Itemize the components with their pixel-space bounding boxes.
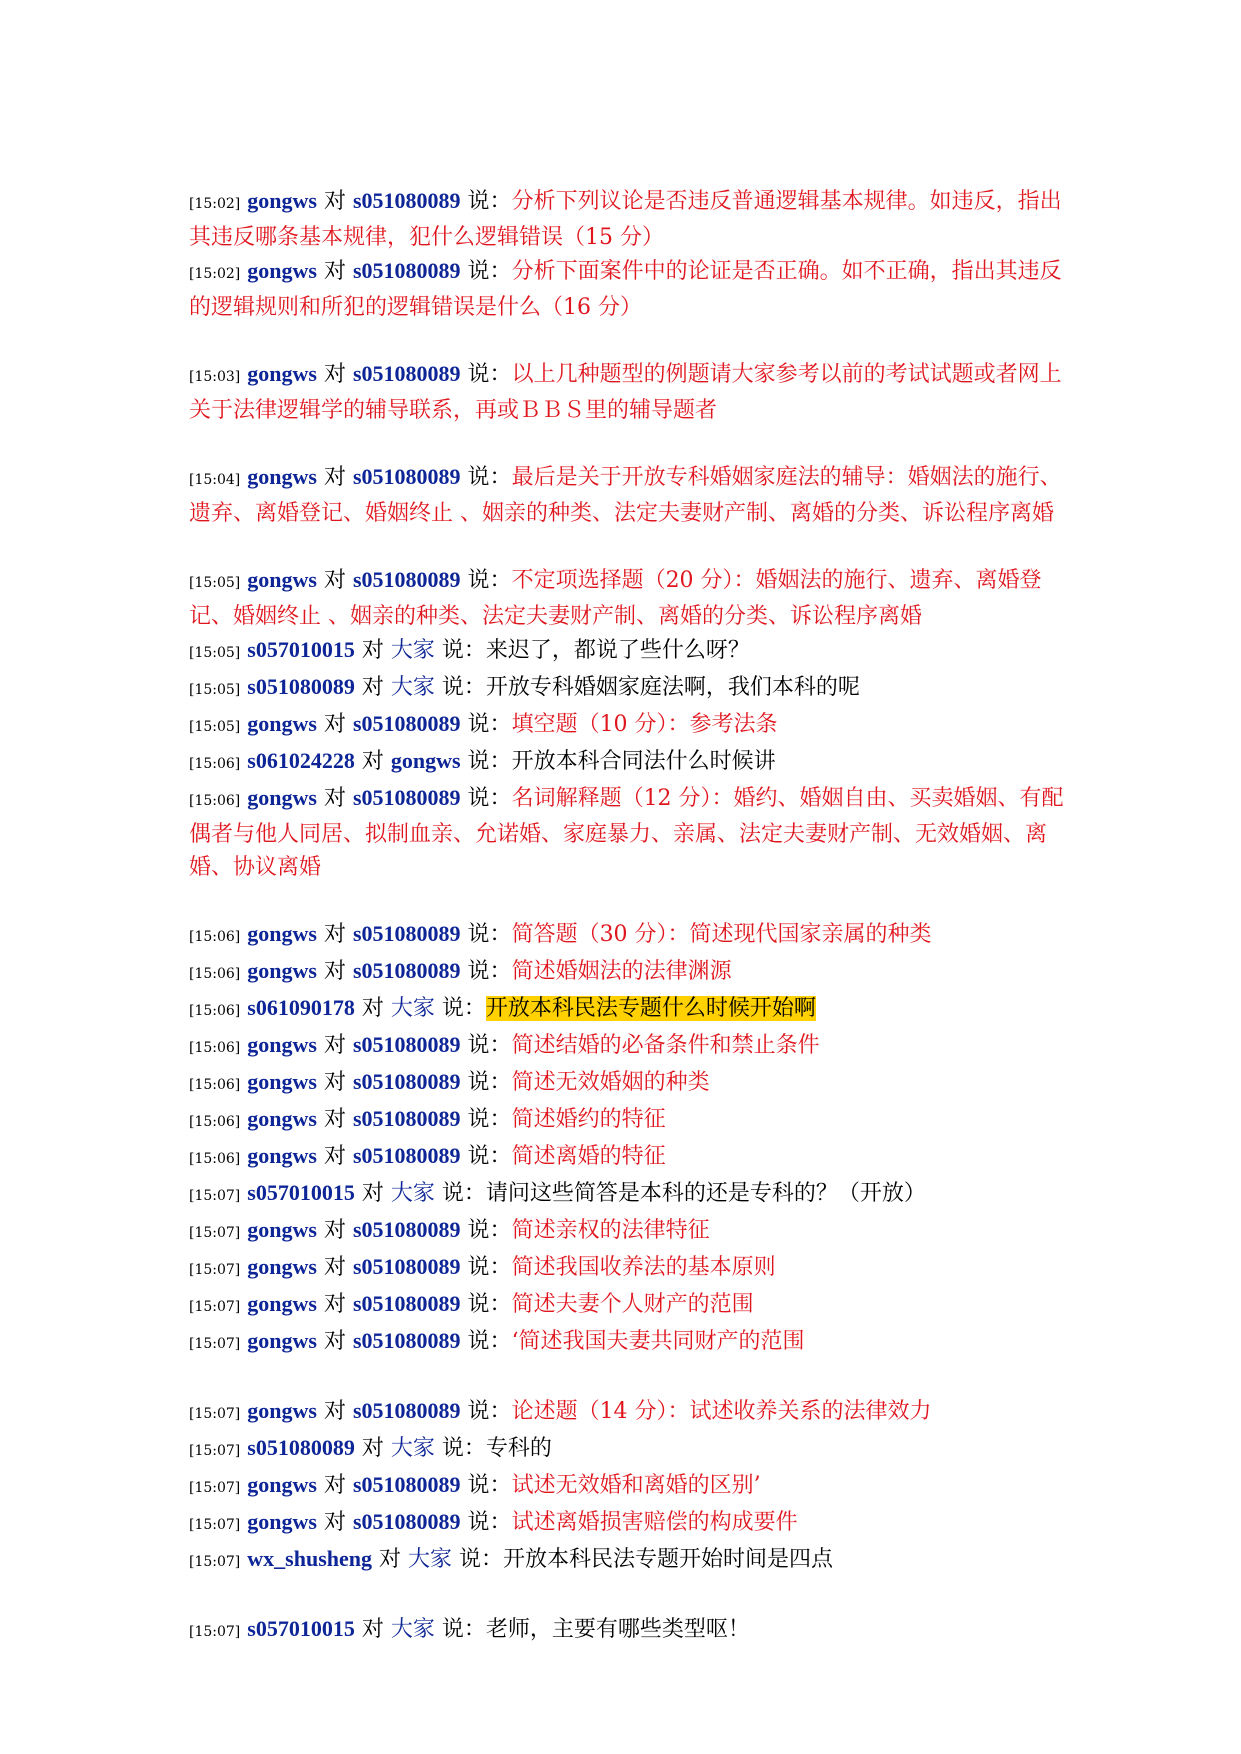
to-word: 对 (361, 1617, 384, 1642)
sender-name[interactable]: s057010015 (247, 637, 355, 662)
recipient-name[interactable]: 大家 (408, 1546, 453, 1571)
recipient-name[interactable]: s051080089 (352, 711, 461, 736)
chat-message (189, 1139, 1069, 1176)
sender-name[interactable]: wx_shusheng (247, 1546, 372, 1571)
sender-name[interactable]: gongws (247, 188, 317, 213)
to-word: 对 (361, 996, 384, 1021)
message-timestamp: [15:06] (189, 1003, 241, 1019)
message-text: 简述婚姻法的法律渊源 (511, 959, 732, 984)
chat-message (189, 744, 1069, 781)
sender-name[interactable]: gongws (247, 1398, 317, 1423)
chat-message (189, 1468, 1069, 1505)
message-text: 简述婚约的特征 (511, 1107, 666, 1132)
chat-message (189, 1612, 1069, 1649)
chat-message (189, 1287, 1069, 1324)
say-word: 说： (467, 568, 512, 593)
say-word: 说： (467, 1107, 512, 1132)
say-word: 说： (467, 465, 512, 490)
chat-message (189, 1102, 1069, 1139)
message-timestamp: [15:06] (189, 1040, 241, 1056)
say-word: 说： (467, 259, 512, 284)
to-word: 对 (323, 1107, 346, 1132)
message-text: 请问这些简答是本科的还是专科的？（开放） (485, 1181, 926, 1206)
message-timestamp: [15:07] (189, 1443, 241, 1459)
recipient-name[interactable]: s051080089 (352, 1106, 461, 1131)
message-timestamp: [15:05] (189, 719, 241, 735)
to-word: 对 (323, 465, 346, 490)
recipient-name[interactable]: s051080089 (352, 1032, 461, 1057)
sender-name[interactable]: gongws (247, 361, 317, 386)
say-word: 说： (441, 638, 486, 663)
chat-message (189, 1542, 1069, 1579)
message-text: 简述我国收养法的基本原则 (511, 1255, 776, 1280)
sender-name[interactable]: gongws (247, 464, 317, 489)
chat-message (189, 1213, 1069, 1250)
say-word: 说： (467, 1473, 512, 1498)
message-timestamp: [15:06] (189, 756, 241, 772)
message-text: ‘简述我国夫妻共同财产的范围 (511, 1329, 805, 1354)
say-word: 说： (467, 1399, 512, 1424)
to-word: 对 (323, 1218, 346, 1243)
message-timestamp: [15:07] (189, 1624, 241, 1640)
say-word: 说： (467, 712, 512, 737)
chat-message (189, 954, 1069, 991)
message-timestamp: [15:06] (189, 1114, 241, 1130)
message-text: 来迟了，都说了些什么呀？ (485, 638, 750, 663)
to-word: 对 (361, 638, 384, 663)
sender-name[interactable]: gongws (247, 1143, 317, 1168)
recipient-name[interactable]: 大家 (390, 674, 435, 699)
sender-name[interactable]: gongws (247, 1509, 317, 1534)
recipient-name[interactable]: s051080089 (352, 958, 461, 983)
say-word: 说： (459, 1547, 504, 1572)
sender-name[interactable]: gongws (247, 258, 317, 283)
sender-name[interactable]: s061090178 (247, 995, 355, 1020)
chat-message (189, 707, 1069, 744)
chat-message (189, 460, 1069, 530)
message-timestamp: [15:05] (189, 682, 241, 698)
message-timestamp: [15:07] (189, 1554, 241, 1570)
sender-name[interactable]: gongws (247, 1069, 317, 1094)
message-text: 分析下列议论是否违反普通逻辑基本规律。如违反，指出其违反哪条基本规律，犯什么逻辑错误（15 分） (189, 189, 1062, 250)
recipient-name[interactable]: s051080089 (352, 1472, 461, 1497)
recipient-name[interactable]: 大家 (390, 637, 435, 662)
to-word: 对 (323, 1329, 346, 1354)
say-word: 说： (467, 749, 512, 774)
to-word: 对 (323, 1144, 346, 1169)
sender-name[interactable]: gongws (247, 785, 317, 810)
message-text: 简述夫妻个人财产的范围 (511, 1292, 754, 1317)
to-word: 对 (323, 712, 346, 737)
recipient-name[interactable]: s051080089 (352, 1069, 461, 1094)
say-word: 说： (467, 1070, 512, 1095)
sender-name[interactable]: gongws (247, 1472, 317, 1497)
say-word: 说： (467, 362, 512, 387)
message-text: 填空题（10 分）：参考法条 (511, 712, 778, 737)
recipient-name[interactable]: s051080089 (352, 1509, 461, 1534)
chat-message (189, 1176, 1069, 1213)
to-word: 对 (323, 786, 346, 811)
message-text: 开放本科合同法什么时候讲 (511, 749, 776, 774)
chat-message (189, 781, 1069, 884)
say-word: 说： (467, 1329, 512, 1354)
message-text: 以上几种题型的例题请大家参考以前的考试试题或者网上关于法律逻辑学的辅导联系，再或ＢＢＳ里的辅导题者 (189, 362, 1062, 423)
chat-message (189, 1431, 1069, 1468)
say-word: 说： (467, 1292, 512, 1317)
message-text: 最后是关于开放专科婚姻家庭法的辅导：婚姻法的施行、遗弃、离婚登记、婚姻终止 、姻亲的种类、法定夫妻财产制、离婚的分类、诉讼程序离婚 (189, 465, 1062, 526)
to-word: 对 (323, 362, 346, 387)
message-text: 专科的 (485, 1436, 552, 1461)
to-word: 对 (323, 259, 346, 284)
recipient-name[interactable]: s051080089 (352, 188, 461, 213)
sender-name[interactable]: s051080089 (247, 674, 355, 699)
recipient-name[interactable]: s051080089 (352, 567, 461, 592)
say-word: 说： (441, 1436, 486, 1461)
sender-name[interactable]: gongws (247, 1106, 317, 1131)
recipient-name[interactable]: 大家 (390, 1180, 435, 1205)
to-word: 对 (361, 675, 384, 700)
message-timestamp: [15:07] (189, 1225, 241, 1241)
to-word: 对 (323, 1292, 346, 1317)
to-word: 对 (361, 1436, 384, 1461)
chat-message (189, 1324, 1069, 1361)
message-timestamp: [15:07] (189, 1188, 241, 1204)
message-text: 简答题（30 分）：简述现代国家亲属的种类 (511, 922, 932, 947)
recipient-name[interactable]: s051080089 (352, 1291, 461, 1316)
message-text: 名词解释题（12 分）：婚约、婚姻自由、买卖婚姻、有配偶者与他人同居、拟制血亲、允诺婚、家庭暴力、亲属、法定夫妻财产制、无效婚姻、离婚、协议离婚 (189, 786, 1064, 880)
message-timestamp: [15:05] (189, 645, 241, 661)
message-timestamp: [15:05] (189, 575, 241, 591)
to-word: 对 (323, 1033, 346, 1058)
to-word: 对 (323, 1510, 346, 1535)
say-word: 说： (441, 675, 486, 700)
message-text: 简述亲权的法律特征 (511, 1218, 710, 1243)
message-timestamp: [15:06] (189, 1151, 241, 1167)
recipient-name[interactable]: s051080089 (352, 1328, 461, 1353)
sender-name[interactable]: gongws (247, 567, 317, 592)
recipient-name[interactable]: s051080089 (352, 1217, 461, 1242)
chat-message (189, 1394, 1069, 1431)
chat-message (189, 1505, 1069, 1542)
to-word: 对 (323, 959, 346, 984)
message-timestamp: [15:06] (189, 929, 241, 945)
chat-message (189, 254, 1069, 324)
chat-message (189, 917, 1069, 954)
chat-message (189, 184, 1069, 254)
message-timestamp: [15:04] (189, 472, 241, 488)
message-timestamp: [15:07] (189, 1517, 241, 1533)
chat-message (189, 1250, 1069, 1287)
to-word: 对 (323, 1070, 346, 1095)
message-timestamp: [15:07] (189, 1480, 241, 1496)
chat-message (189, 563, 1069, 633)
sender-name[interactable]: gongws (247, 1032, 317, 1057)
sender-name[interactable]: gongws (247, 958, 317, 983)
message-text: 简述无效婚姻的种类 (511, 1070, 710, 1095)
message-text: 试述无效婚和离婚的区别’ (511, 1473, 761, 1498)
say-word: 说： (467, 959, 512, 984)
message-timestamp: [15:07] (189, 1299, 241, 1315)
recipient-name[interactable]: 大家 (390, 1616, 435, 1641)
sender-name[interactable]: gongws (247, 711, 317, 736)
recipient-name[interactable]: s051080089 (352, 1143, 461, 1168)
message-timestamp: [15:02] (189, 266, 241, 282)
say-word: 说： (467, 1218, 512, 1243)
message-text: 开放本科民法专题开始时间是四点 (503, 1547, 834, 1572)
sender-name[interactable]: gongws (247, 1254, 317, 1279)
message-text: 简述离婚的特征 (511, 1144, 666, 1169)
message-timestamp: [15:03] (189, 369, 241, 385)
to-word: 对 (361, 1181, 384, 1206)
message-timestamp: [15:02] (189, 196, 241, 212)
chat-message (189, 357, 1069, 427)
message-text: 开放专科婚姻家庭法啊，我们本科的呢 (485, 675, 860, 700)
recipient-name[interactable]: s051080089 (352, 1254, 461, 1279)
say-word: 说： (441, 1617, 486, 1642)
to-word: 对 (323, 922, 346, 947)
to-word: 对 (379, 1547, 402, 1572)
message-text: 简述结婚的必备条件和禁止条件 (511, 1033, 820, 1058)
sender-name[interactable]: s061024228 (247, 748, 355, 773)
highlighted-message-text: 开放本科民法专题什么时候开始啊 (485, 996, 816, 1021)
chat-log (189, 184, 1069, 1649)
sender-name[interactable]: gongws (247, 921, 317, 946)
sender-name[interactable]: gongws (247, 1217, 317, 1242)
to-word: 对 (323, 568, 346, 593)
recipient-name[interactable]: s051080089 (352, 361, 461, 386)
say-word: 说： (467, 1510, 512, 1535)
recipient-name[interactable]: 大家 (390, 1435, 435, 1460)
message-timestamp: [15:07] (189, 1406, 241, 1422)
to-word: 对 (323, 189, 346, 214)
sender-name[interactable]: gongws (247, 1291, 317, 1316)
recipient-name[interactable]: s051080089 (352, 1398, 461, 1423)
recipient-name[interactable]: s051080089 (352, 921, 461, 946)
to-word: 对 (323, 1473, 346, 1498)
sender-name[interactable]: s057010015 (247, 1180, 355, 1205)
recipient-name[interactable]: s051080089 (352, 785, 461, 810)
message-text: 试述离婚损害赔偿的构成要件 (511, 1510, 798, 1535)
say-word: 说： (467, 1033, 512, 1058)
message-timestamp: [15:06] (189, 793, 241, 809)
chat-message (189, 670, 1069, 707)
to-word: 对 (323, 1255, 346, 1280)
to-word: 对 (361, 749, 384, 774)
recipient-name[interactable]: s051080089 (352, 464, 461, 489)
say-word: 说： (467, 189, 512, 214)
recipient-name[interactable]: s051080089 (352, 258, 461, 283)
message-text: 不定项选择题（20 分）：婚姻法的施行、遗弃、离婚登记、婚姻终止 、姻亲的种类、法定夫妻财产制、离婚的分类、诉讼程序离婚 (189, 568, 1042, 629)
chat-message (189, 991, 1069, 1028)
chat-message (189, 1028, 1069, 1065)
say-word: 说： (467, 1255, 512, 1280)
message-timestamp: [15:07] (189, 1336, 241, 1352)
message-text: 论述题（14 分）：试述收养关系的法律效力 (511, 1399, 932, 1424)
chat-message (189, 1065, 1069, 1102)
say-word: 说： (441, 996, 486, 1021)
recipient-name[interactable]: 大家 (390, 995, 435, 1020)
message-text: 分析下面案件中的论证是否正确。如不正确，指出其违反的逻辑规则和所犯的逻辑错误是什么（16 分） (189, 259, 1062, 320)
say-word: 说： (467, 922, 512, 947)
message-timestamp: [15:06] (189, 966, 241, 982)
say-word: 说： (467, 786, 512, 811)
sender-name[interactable]: gongws (247, 1328, 317, 1353)
message-timestamp: [15:06] (189, 1077, 241, 1093)
to-word: 对 (323, 1399, 346, 1424)
say-word: 说： (467, 1144, 512, 1169)
sender-name[interactable]: s051080089 (247, 1435, 355, 1460)
recipient-name[interactable]: gongws (390, 748, 461, 773)
chat-message (189, 633, 1069, 670)
message-timestamp: [15:07] (189, 1262, 241, 1278)
say-word: 说： (441, 1181, 486, 1206)
message-text: 老师，主要有哪些类型呕！ (485, 1617, 750, 1642)
sender-name[interactable]: s057010015 (247, 1616, 355, 1641)
